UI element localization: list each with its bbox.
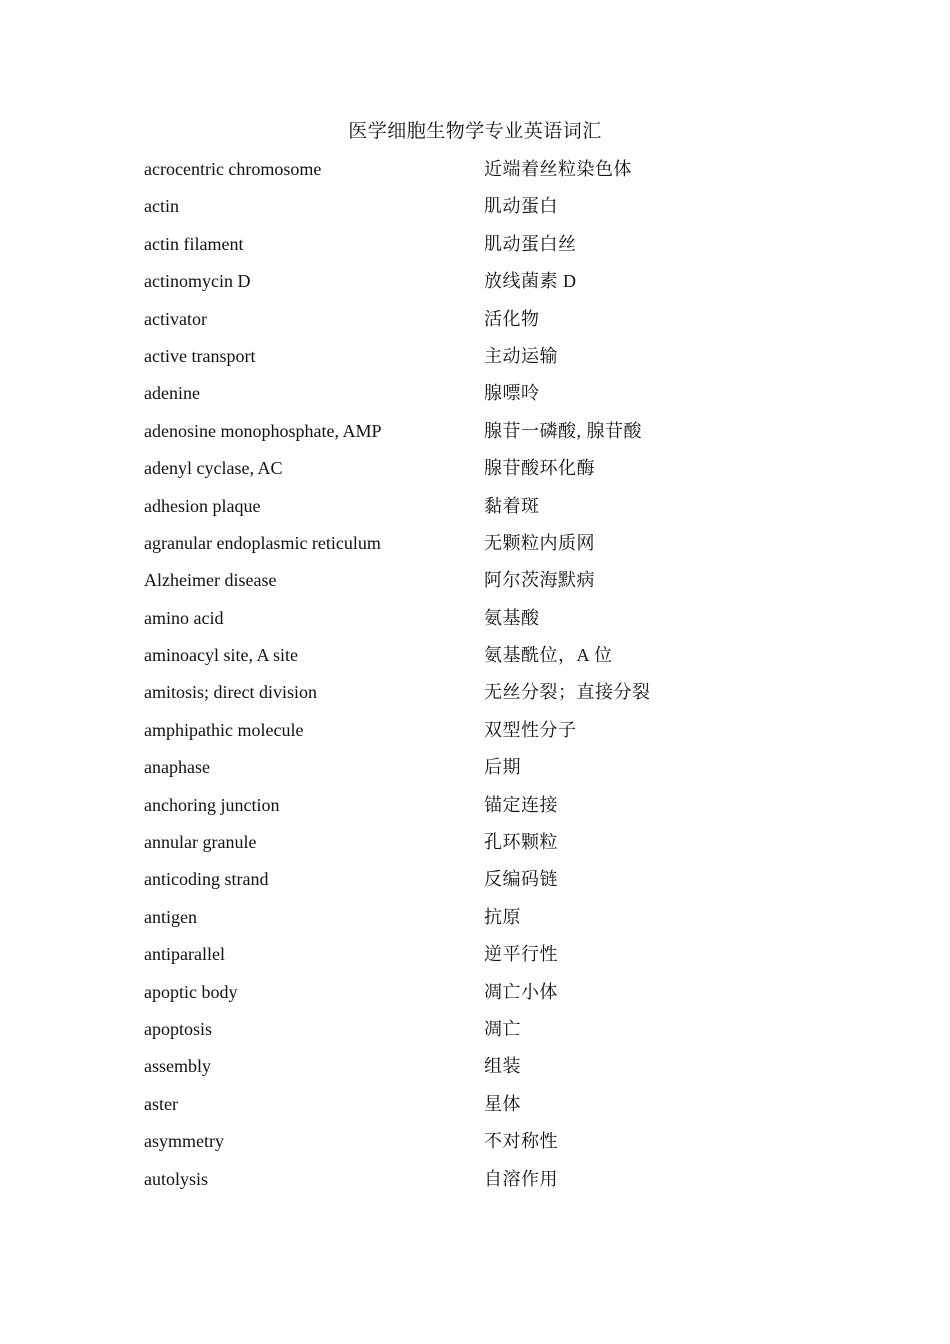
- english-term: asymmetry: [144, 1131, 224, 1152]
- english-term: active transport: [144, 345, 256, 366]
- english-term: adenine: [144, 383, 200, 404]
- list-item: [144, 306, 844, 343]
- list-item: [144, 1016, 844, 1053]
- chinese-translation: 近端着丝粒染色体: [484, 159, 632, 179]
- list-item: [144, 268, 844, 305]
- chinese-translation: 锚定连接: [484, 794, 558, 815]
- list-item: [144, 1053, 844, 1090]
- list-item: [144, 156, 844, 193]
- list-item: [144, 754, 844, 791]
- english-term: amitosis; direct division: [144, 682, 317, 703]
- list-item: [144, 904, 844, 941]
- chinese-translation: 主动运输: [484, 345, 558, 366]
- list-item: [144, 717, 844, 754]
- chinese-translation: 孔环颗粒: [484, 832, 558, 853]
- english-term: assembly: [144, 1056, 211, 1077]
- chinese-translation: 逆平行性: [484, 944, 558, 965]
- list-item: [144, 605, 844, 642]
- english-term: antiparallel: [144, 944, 225, 965]
- chinese-translation: 腺嘌呤: [484, 383, 540, 404]
- chinese-translation: 凋亡小体: [484, 981, 558, 1002]
- chinese-translation: 腺苷酸环化酶: [484, 458, 595, 479]
- chinese-translation: 不对称性: [484, 1131, 558, 1152]
- chinese-translation: 双型性分子: [484, 719, 577, 740]
- english-term: anchoring junction: [144, 794, 280, 815]
- chinese-translation: 放线菌素 D: [484, 271, 577, 292]
- list-item: [144, 866, 844, 903]
- chinese-translation: 阿尔茨海默病: [484, 570, 595, 591]
- chinese-translation: 反编码链: [484, 869, 558, 890]
- chinese-translation: 星体: [484, 1093, 521, 1114]
- list-item: [144, 567, 844, 604]
- list-item: [144, 1091, 844, 1128]
- list-item: [144, 1128, 844, 1165]
- page-title: 医学细胞生物学专业英语词汇: [348, 121, 602, 142]
- list-item: [144, 193, 844, 230]
- english-term: Alzheimer disease: [144, 570, 277, 591]
- chinese-translation: 肌动蛋白: [484, 196, 558, 217]
- chinese-translation: 氨基酸: [484, 607, 540, 628]
- chinese-translation: 黏着斑: [484, 495, 540, 516]
- english-term: aster: [144, 1093, 178, 1114]
- chinese-translation: 凋亡: [484, 1018, 521, 1039]
- english-term: activator: [144, 308, 207, 329]
- english-term: amphipathic molecule: [144, 719, 304, 740]
- chinese-translation: 腺苷一磷酸, 腺苷酸: [484, 420, 642, 441]
- english-term: adenosine monophosphate, AMP: [144, 420, 382, 441]
- chinese-translation: 活化物: [484, 308, 540, 329]
- english-term: anaphase: [144, 757, 210, 778]
- glossary-list: [144, 156, 844, 1203]
- chinese-translation: 无丝分裂；直接分裂: [484, 682, 651, 703]
- list-item: [144, 679, 844, 716]
- list-item: [144, 231, 844, 268]
- list-item: [144, 941, 844, 978]
- chinese-translation: 肌动蛋白丝: [484, 233, 577, 254]
- chinese-translation: 抗原: [484, 906, 521, 927]
- chinese-translation: 组装: [484, 1056, 521, 1077]
- list-item: [144, 979, 844, 1016]
- english-term: actin: [144, 196, 179, 217]
- english-term: adhesion plaque: [144, 495, 261, 516]
- english-term: anticoding strand: [144, 869, 269, 890]
- english-term: aminoacyl site, A site: [144, 645, 298, 666]
- english-term: autolysis: [144, 1168, 209, 1189]
- list-item: [144, 530, 844, 567]
- english-term: agranular endoplasmic reticulum: [144, 532, 381, 553]
- list-item: [144, 455, 844, 492]
- list-item: [144, 792, 844, 829]
- list-item: [144, 1166, 844, 1203]
- english-term: acrocentric chromosome: [144, 159, 322, 179]
- list-item: [144, 493, 844, 530]
- chinese-translation: 后期: [484, 757, 521, 778]
- english-term: apoptosis: [144, 1018, 213, 1039]
- chinese-translation: 氨基酰位，A 位: [484, 645, 613, 666]
- english-term: actin filament: [144, 233, 244, 254]
- list-item: [144, 380, 844, 417]
- english-term: adenyl cyclase, AC: [144, 458, 283, 479]
- chinese-translation: 自溶作用: [484, 1168, 558, 1189]
- list-item: [144, 418, 844, 455]
- list-item: [144, 343, 844, 380]
- chinese-translation: 无颗粒内质网: [484, 532, 595, 553]
- english-term: actinomycin D: [144, 271, 251, 292]
- english-term: apoptic body: [144, 981, 238, 1002]
- english-term: annular granule: [144, 832, 257, 853]
- list-item: [144, 642, 844, 679]
- english-term: amino acid: [144, 607, 224, 628]
- english-term: antigen: [144, 906, 197, 927]
- list-item: [144, 829, 844, 866]
